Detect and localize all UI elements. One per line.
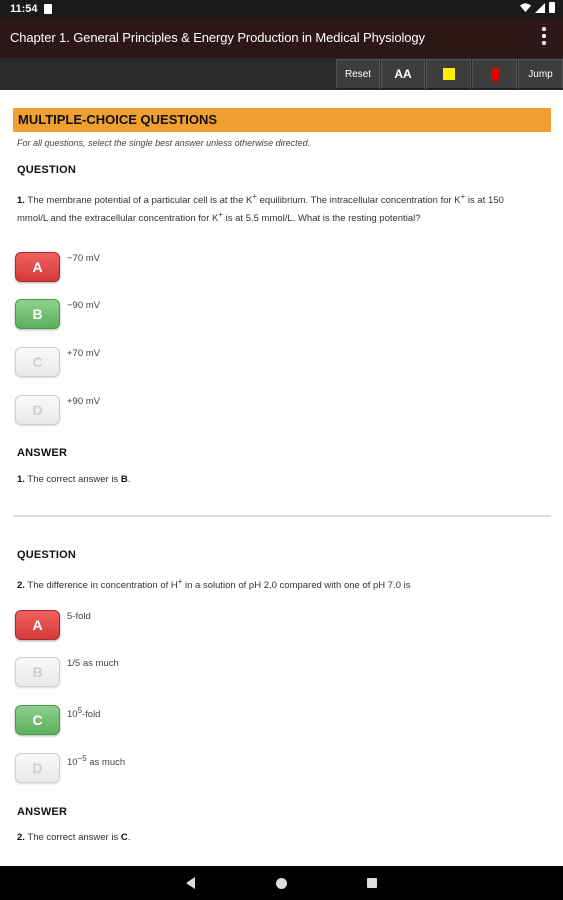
answer-letter: B (120, 474, 128, 485)
superscript: + (252, 192, 257, 201)
choice-a-button[interactable]: A (15, 252, 60, 282)
choice-c-button[interactable]: C (15, 347, 60, 377)
choice-b-text: −90 mV (67, 300, 101, 311)
font-size-button[interactable]: AA (381, 59, 425, 89)
question-text-part: The membrane potential of a particular cell is at the K (24, 195, 253, 207)
question-text-part: The difference in concentration of H (24, 580, 178, 592)
superscript: + (218, 210, 223, 220)
answer-heading: ANSWER (17, 806, 68, 818)
back-icon[interactable] (186, 877, 195, 889)
question-text-part: is at 5.5 mmol/L. What is the resting potential? (223, 213, 421, 225)
section-title: MULTIPLE-CHOICE QUESTIONS (13, 108, 551, 132)
answer-text-part: . (127, 474, 131, 485)
question-text-part: in a solution of pH 2.0 compared with one of pH 7.0 is (182, 580, 411, 592)
answer-letter: C (120, 832, 128, 843)
signal-icon (535, 3, 545, 13)
question-text-part: equilibrium. The intracellular concentration for K (256, 195, 461, 207)
question-text (17, 190, 537, 226)
question-number: 1. (17, 195, 25, 207)
reset-button[interactable]: Reset (336, 59, 380, 89)
sd-card-icon (44, 4, 52, 14)
app-bar (0, 18, 563, 58)
question-divider (13, 515, 551, 517)
choice-d-button[interactable]: D (15, 395, 60, 425)
answer-text (17, 832, 130, 843)
yellow-swatch-icon (443, 68, 455, 80)
choice-text-part: 10 (67, 757, 78, 769)
choice-b-button[interactable]: B (15, 299, 60, 329)
answer-heading: ANSWER (17, 447, 68, 459)
chapter-title: Chapter 1. General Principles & Energy Production in Medical Physiology (10, 30, 425, 45)
question-text-part: is at 150 mmol/L and the extracellular concentration for K (17, 195, 504, 225)
superscript: + (177, 577, 183, 586)
superscript: 5 (77, 706, 82, 715)
status-icons (520, 2, 555, 13)
answer-number: 1. (17, 474, 25, 485)
instructions-text: For all questions, select the single best answer unless otherwise directed. (17, 138, 311, 148)
status-time: 11:54 (10, 3, 38, 15)
status-bar (0, 0, 563, 18)
jump-button[interactable]: Jump (518, 59, 563, 89)
overflow-menu-icon[interactable] (539, 27, 549, 49)
highlight-yellow-button[interactable] (426, 59, 471, 89)
choice-c-text (67, 706, 100, 720)
choice-text-part: 10 (67, 709, 78, 721)
wifi-icon (520, 2, 531, 13)
choice-d-button[interactable]: D (15, 753, 60, 783)
recent-apps-icon[interactable] (367, 878, 377, 888)
choice-text-part: -fold (81, 709, 101, 721)
answer-text-part: . (127, 832, 131, 843)
answer-text (17, 474, 130, 485)
choice-a-text: 5-fold (67, 611, 91, 622)
superscript: −5 (77, 754, 87, 763)
choice-text-part: as much (86, 757, 126, 769)
question-heading: QUESTION (17, 164, 77, 176)
choice-c-text: +70 mV (67, 348, 101, 359)
choice-a-button[interactable]: A (15, 610, 60, 640)
choice-d-text (67, 754, 125, 768)
toolbar (0, 58, 563, 90)
question-content[interactable] (0, 90, 563, 866)
question-text (17, 575, 537, 593)
red-swatch-icon (491, 68, 499, 81)
answer-number: 2. (17, 832, 25, 843)
choice-b-button[interactable]: B (15, 657, 60, 687)
choice-c-button[interactable]: C (15, 705, 60, 735)
question-heading: QUESTION (17, 549, 77, 561)
system-nav-bar (0, 866, 563, 900)
choice-a-text: −70 mV (67, 253, 101, 264)
choice-b-text: 1/5 as much (67, 658, 119, 669)
answer-text-part: The correct answer is (24, 832, 121, 843)
highlight-red-button[interactable] (472, 59, 517, 89)
answer-text-part: The correct answer is (24, 474, 121, 485)
battery-icon (549, 2, 555, 13)
home-icon[interactable] (276, 878, 287, 889)
superscript: + (460, 192, 466, 201)
question-number: 2. (17, 580, 25, 592)
choice-d-text: +90 mV (67, 396, 101, 407)
